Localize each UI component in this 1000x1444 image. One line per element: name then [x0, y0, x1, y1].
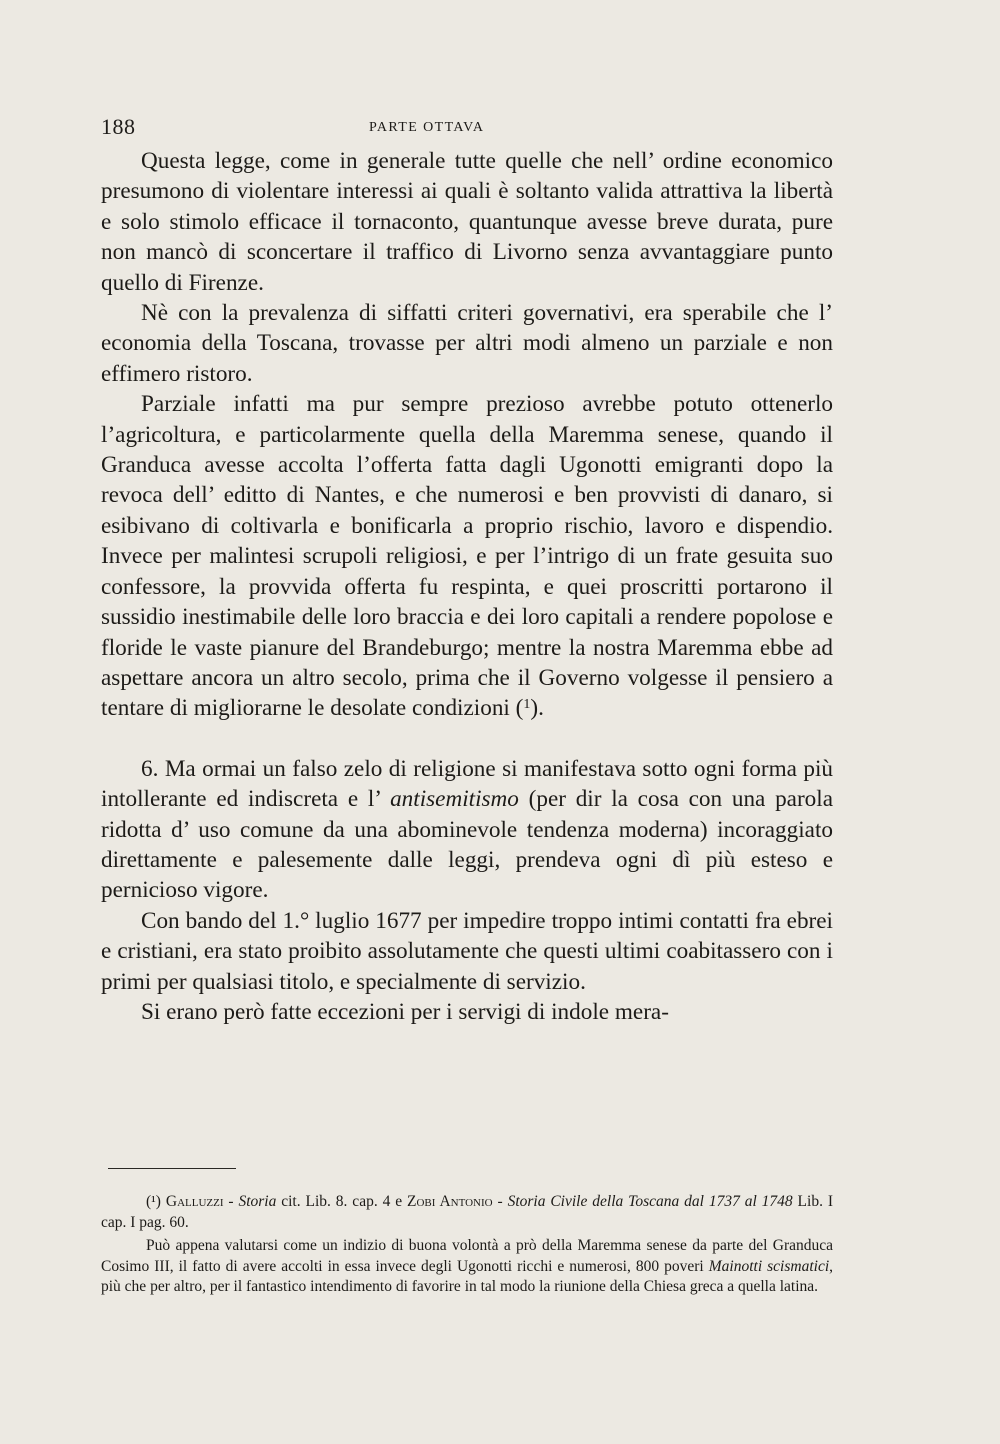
- note-paren-close: ).: [530, 695, 544, 722]
- page-header: [101, 114, 836, 144]
- footnote: [101, 1192, 833, 1233]
- citation-reference: Lib. I cap. I pag. 60.: [101, 1193, 834, 1231]
- footnote-text: Può appena valutarsi come un indizio di buona volontà a prò della Maremma senese da parte del Granduca Cosimo III, il fatto di avere accolti in essa invece degli Ugonotti ricchi e numerosi, 800 poveri: [101, 1237, 833, 1275]
- paragraph-text: Nè con la prevalenza di siffatti criteri governativi, era sperabile che l’ economia della Toscana, trovasse per altri modi almeno un parziale e non effimero ristoro.: [101, 300, 833, 387]
- citation-reference: cit. Lib. 8. cap. 4 e: [276, 1193, 407, 1210]
- paragraph-text: Parziale infatti ma pur sempre prezioso avrebbe potuto ottenerlo l’agricoltura, e particolarmente quella della Maremma senese, quando il Granduca avesse accolta l’offerta fatta dagli Ugonotti emigranti dopo la revoca dell’ editto di Nantes, e che numerosi e ben provvisti di danaro, si esibivano di coltivarla e bonificarla a proprio rischio, lavoro e dispendio. Invece per malintesi scrupoli religiosi, e per l’intrigo di un frate gesuita suo confessore, la provvida offerta fu respinta, e quei proscritti portarono il sussidio inestimabile delle loro braccia e dei loro capitali a rendere popolose e floride le vaste pianure del Brandeburgo; mentre la nostra Maremma ebbe ad aspettare ancora un altro secolo, prima che il Governo volgesse il pensiero a tentare di migliorarne le desolate condizioni: [101, 391, 833, 722]
- paragraph: [101, 997, 833, 1027]
- paragraph: [101, 906, 833, 997]
- footnotes: [101, 1192, 833, 1298]
- cited-title: Storia: [238, 1193, 277, 1210]
- separator: -: [223, 1193, 239, 1210]
- paragraph-text: Con bando del 1.° luglio 1677 per impedire troppo intimi contatti fra ebrei e cristiani, era stato proibito assolutamente che questi ultimi coabitassero con i primi per qualsiasi titolo, e specialmente di servizio.: [101, 907, 833, 995]
- footnote-reference: 1: [523, 697, 531, 713]
- emphasis-term: Mainotti scismatici: [708, 1257, 830, 1275]
- footnote: [101, 1236, 833, 1298]
- paragraph: [101, 146, 833, 298]
- paragraph-text: Si erano però fatte eccezioni per i servigi di indole mera-: [141, 998, 669, 1025]
- footnote-mark: (¹): [146, 1193, 161, 1210]
- page-number: 188: [101, 114, 136, 139]
- paragraph-text: 6. Ma ormai un falso zelo di religione si manifestava sotto ogni forma più intollerante ed indiscreta e l’: [101, 755, 833, 813]
- body-text: [101, 146, 833, 1027]
- separator: -: [492, 1193, 508, 1210]
- paragraph: [101, 298, 833, 389]
- paragraph: [101, 389, 833, 723]
- note-paren-open: (: [509, 695, 524, 722]
- section-paragraph: [101, 754, 833, 906]
- paragraph-text: (per dir la cosa con una parola ridotta d’ uso comune da una abominevole tendenza moderna) incoraggiato direttamente e palesemente dalle leggi, prendeva ogni dì più esteso e pernicioso vigore.: [101, 786, 834, 904]
- paragraph-text: Questa legge, come in generale tutte quelle che nell’ ordine economico presumono di violentare interessi ai quali è soltanto valida attrattiva la libertà e solo stimolo efficace il tornaconto, quantunque avesse breve durata, pure non mancò di sconcertare il traffico di Livorno senza avvantaggiare punto quello di Firenze.: [101, 148, 833, 296]
- running-head: PARTE OTTAVA: [369, 120, 485, 135]
- emphasis-term: antisemitismo: [390, 786, 519, 813]
- footnote-divider: [108, 1168, 236, 1169]
- footnote-text: , più che per altro, per il fantastico intendimento di favorire in tal modo la riunione della Chiesa greca a quella latina.: [101, 1257, 834, 1295]
- cited-title: Storia Civile della Toscana dal 1737 al 1748: [507, 1193, 793, 1210]
- cited-author: Zobi Antonio: [407, 1193, 493, 1210]
- cited-author: Galluzzi: [165, 1193, 224, 1210]
